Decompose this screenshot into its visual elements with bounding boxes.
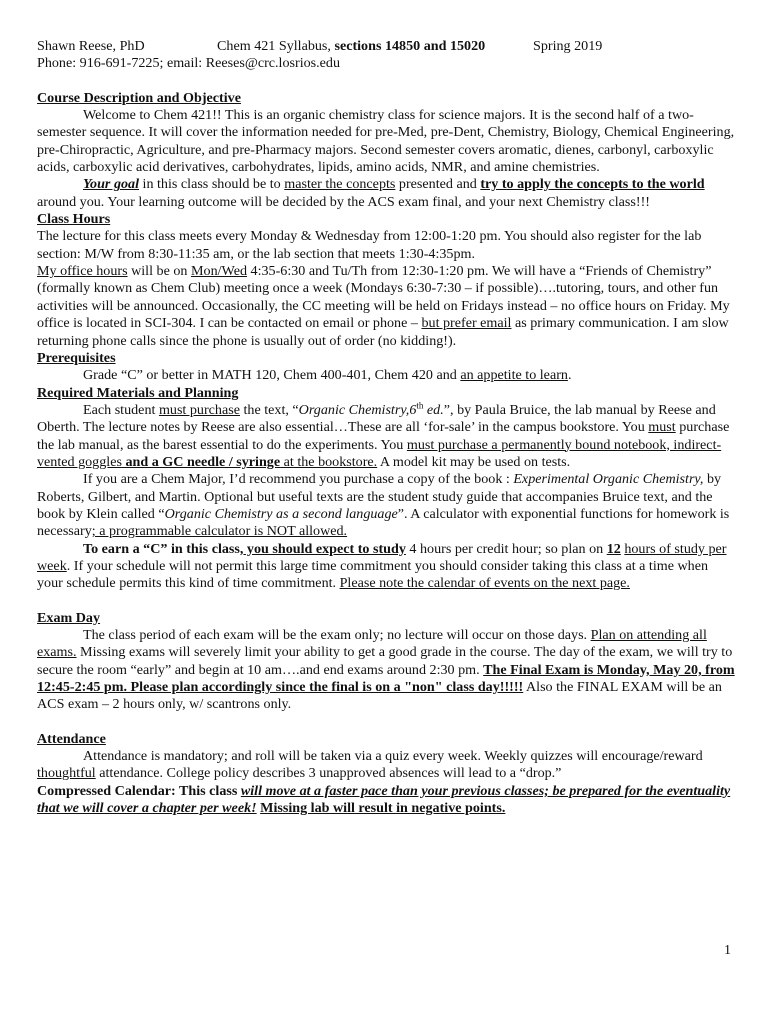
section-heading: Attendance <box>37 730 106 747</box>
term: Spring 2019 <box>533 38 603 54</box>
paragraph: Welcome to Chem 421!! This is an organic chemistry class for science majors. It is the second half of a two-semester sequence. It will cover the information needed for pre-Med, pre-Dent, Chemistry, Biology, Chemical Engineering, pre-Chiropractic, Agriculture, and pre-Pharmacy majors. Second semester covers aromatic, dienes, carbonyl, carboxylic acids, carboxylic acid derivatives, carbohydrates, lipids, amino acids, NMR, and amine chemistries. <box>37 107 735 176</box>
section-heading: Required Materials and Planning <box>37 384 239 401</box>
paragraph: Compressed Calendar: This class will move at a faster pace than your previous classes; be prepared for the eventuality that we will cover a chapter per week! Missing lab will result in negative points. <box>37 782 731 817</box>
section-heading: Class Hours <box>37 211 111 228</box>
section-heading: Exam Day <box>37 609 101 626</box>
course-title: Chem 421 Syllabus, sections 14850 and 15020 <box>217 38 486 54</box>
paragraph: My office hours will be on Mon/Wed 4:35-6:30 and Tu/Th from 12:30-1:20 pm. We will have a “Friends of Chemistry” (formally known as Chem Club) meeting once a week (Mondays 6:30-7:30 – if possible)….tutoring, tours, and other fun activities will be announced. Occasionally, the CC meeting will be held on Fridays instead – no office hours on Friday. My office is located in SCI-304. I can be contacted on email or phone – but prefer email as primary communication. I am slow returning phone calls since the phone is usually out of order (no kidding!). <box>37 263 730 349</box>
paragraph: If you are a Chem Major, I’d recommend you purchase a copy of the book : Experimental Organic Chemistry, by Roberts, Gilbert, and Martin. Optional but useful texts are the student study guide that accompanies Bruice text, and the book by Klein called “Organic Chemistry as a second language”. A calculator with exponential functions for homework is necessary; a programmable calculator is NOT allowed. <box>37 471 730 540</box>
section-heading: Prerequisites <box>37 349 116 366</box>
section-heading: Course Description and Objective <box>37 89 241 106</box>
paragraph: To earn a “C” in this class, you should expect to study 4 hours per credit hour; so plan on 12 hours of study per week. If your schedule will not permit this large time commitment you should consider taking this class at a time when your schedule permits this kind of time commitment. Please note the calendar of events on the next page. <box>37 540 727 592</box>
header-line <box>37 38 737 55</box>
paragraph: Grade “C” or better in MATH 120, Chem 400-401, Chem 420 and an appetite to learn. <box>83 367 572 384</box>
syllabus-document <box>37 38 737 817</box>
page-number: 1 <box>724 943 731 958</box>
paragraph: Your goal in this class should be to master the concepts presented and try to apply the concepts to the world around you. Your learning outcome will be decided by the ACS exam final, and your next Chemistry class!!! <box>37 176 705 210</box>
paragraph: Attendance is mandatory; and roll will be taken via a quiz every week. Weekly quizzes will encourage/reward thoughtful attendance. College policy describes 3 unapproved absences will lead to a “drop.” <box>37 748 703 782</box>
paragraph: The lecture for this class meets every Monday & Wednesday from 12:00-1:20 pm. You should also register for the lab section: M/W from 8:30-11:35 am, or the lab section that meets 1:30-4:35pm. <box>37 228 702 262</box>
author-name: Shawn Reese, PhD <box>37 38 145 54</box>
paragraph: Each student must purchase the text, “Organic Chemistry,6th ed.”, by Paula Bruice, the lab manual by Reese and Oberth. The lecture notes by Reese are also essential…These are all ‘for-sale’ in the campus bookstore. You must purchase the lab manual, as the barest essential to do the experiments. You must purchase a permanently bound notebook, indirect-vented goggles and a GC needle / syringe at the bookstore. A model kit may be used on tests. <box>37 400 730 470</box>
contact-line: Phone: 916-691-7225; email: Reeses@crc.losrios.edu <box>37 55 341 72</box>
paragraph: The class period of each exam will be the exam only; no lecture will occur on those days. Plan on attending all exams. Missing exams will severely limit your ability to get a good grade in the course. The day of the exam, we will try to secure the room “early” and begin at 10 am….and end exams around 2:30 pm. The Final Exam is Monday, May 20, from 12:45-2:45 pm. Please plan accordingly since the final is on a "non" class day!!!!! Also the FINAL EXAM will be an ACS exam – 2 hours only, w/ scantrons only. <box>37 627 735 713</box>
